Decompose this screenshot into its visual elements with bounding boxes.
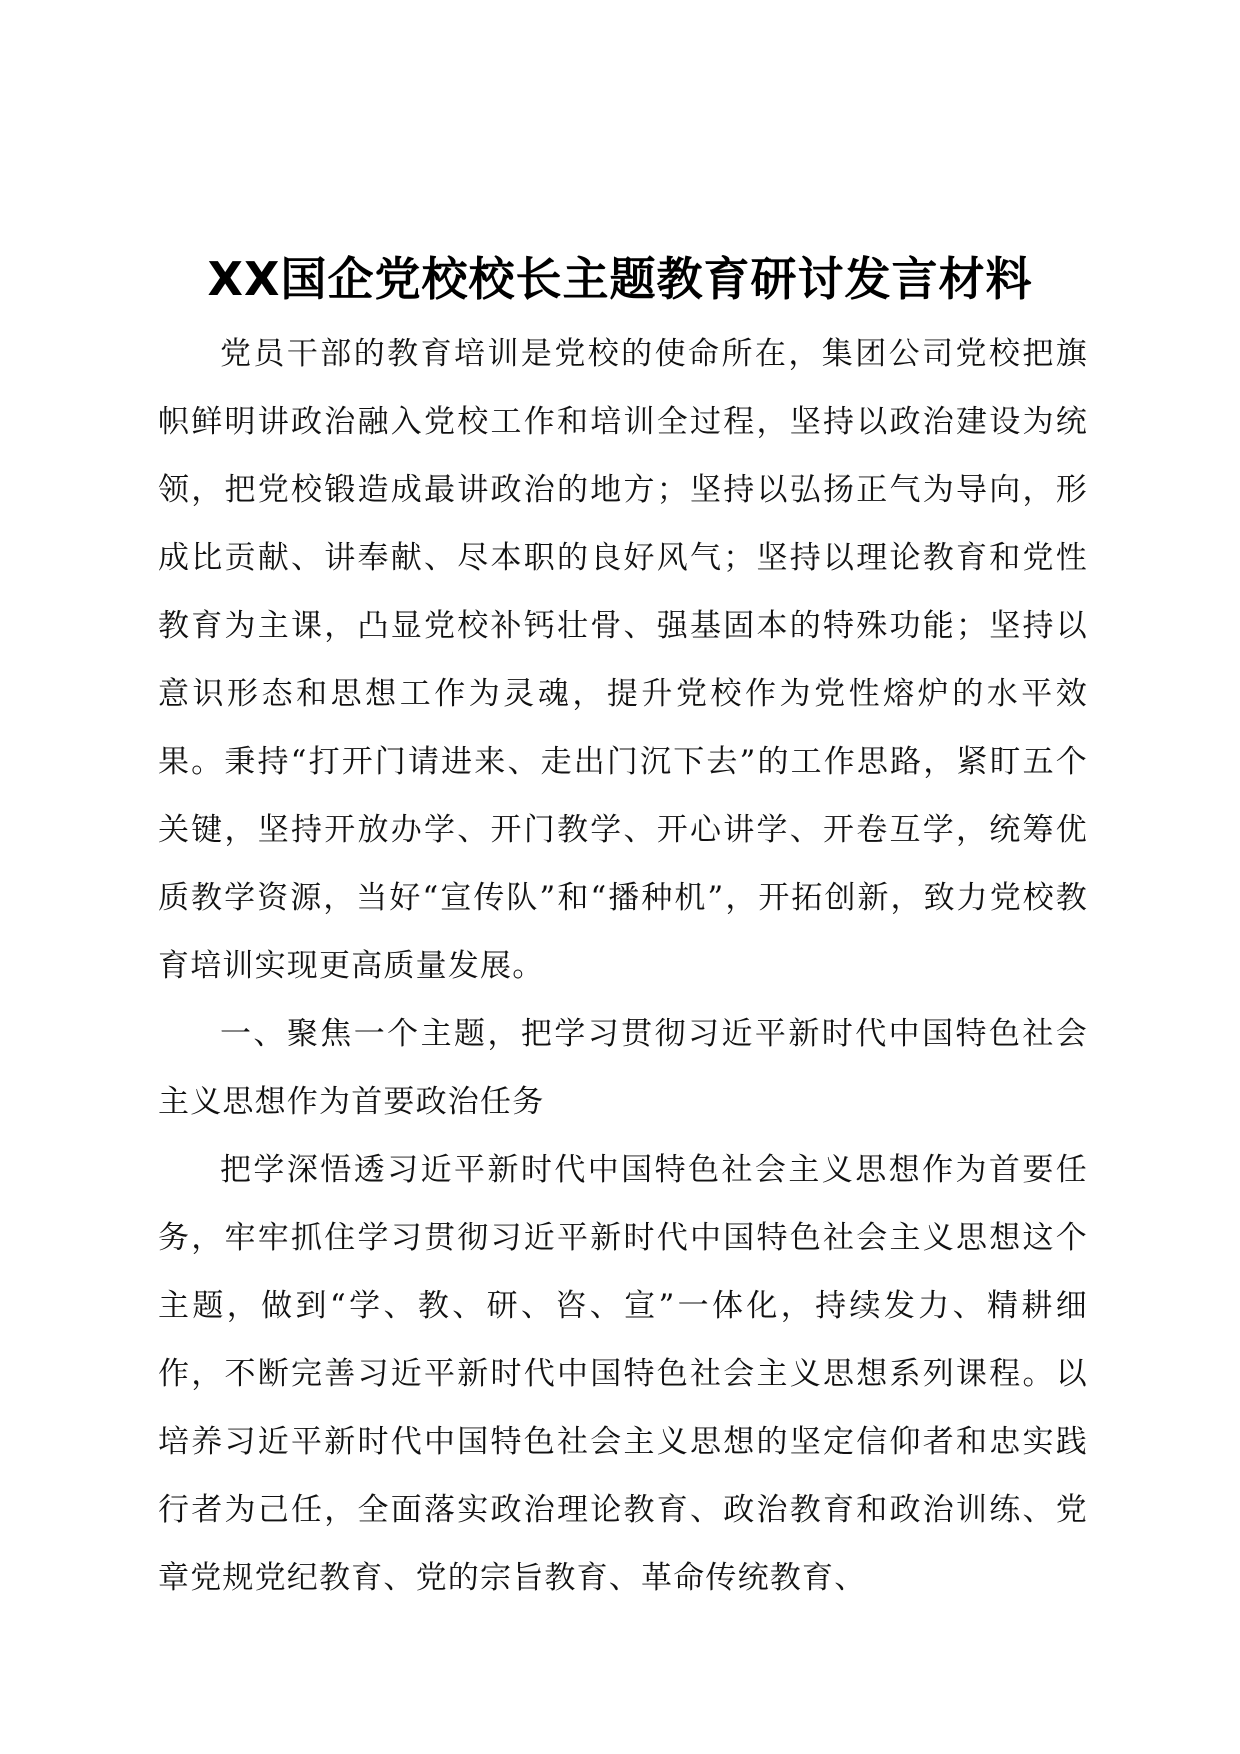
section-paragraph-1: 把学深悟透习近平新时代中国特色社会主义思想作为首要任务，牢牢抓住学习贯彻习近平新时代中国特色社会主义思想这个主题，做到“学、教、研、咨、宣”一体化，持续发力、精耕细作，不断完善习近平新时代中国特色社会主义思想系列课程。以培养习近平新时代中国特色社会主义思想的坚定信仰者和忠实践行者为己任，全面落实政治理论教育、政治教育和政治训练、党章党规党纪教育、党的宗旨教育、革命传统教育、 — [158, 1152, 1088, 1596]
document-title: XX国企党校校长主题教育研讨发言材料 — [207, 251, 1033, 306]
document-body — [158, 320, 1088, 1612]
section-heading-1: 一、聚焦一个主题，把学习贯彻习近平新时代中国特色社会主义思想作为首要政治任务 — [158, 1016, 1088, 1120]
intro-paragraph: 党员干部的教育培训是党校的使命所在，集团公司党校把旗帜鲜明讲政治融入党校工作和培训全过程，坚持以政治建设为统领，把党校锻造成最讲政治的地方；坚持以弘扬正气为导向，形成比贡献、讲奉献、尽本职的良好风气；坚持以理论教育和党性教育为主课，凸显党校补钙壮骨、强基固本的特殊功能；坚持以意识形态和思想工作为灵魂，提升党校作为党性熔炉的水平效果。秉持“打开门请进来、走出门沉下去”的工作思路，紧盯五个关键，坚持开放办学、开门教学、开心讲学、开卷互学，统筹优质教学资源，当好“宣传队”和“播种机”，开拓创新，致力党校教育培训实现更高质量发展。 — [158, 336, 1088, 984]
